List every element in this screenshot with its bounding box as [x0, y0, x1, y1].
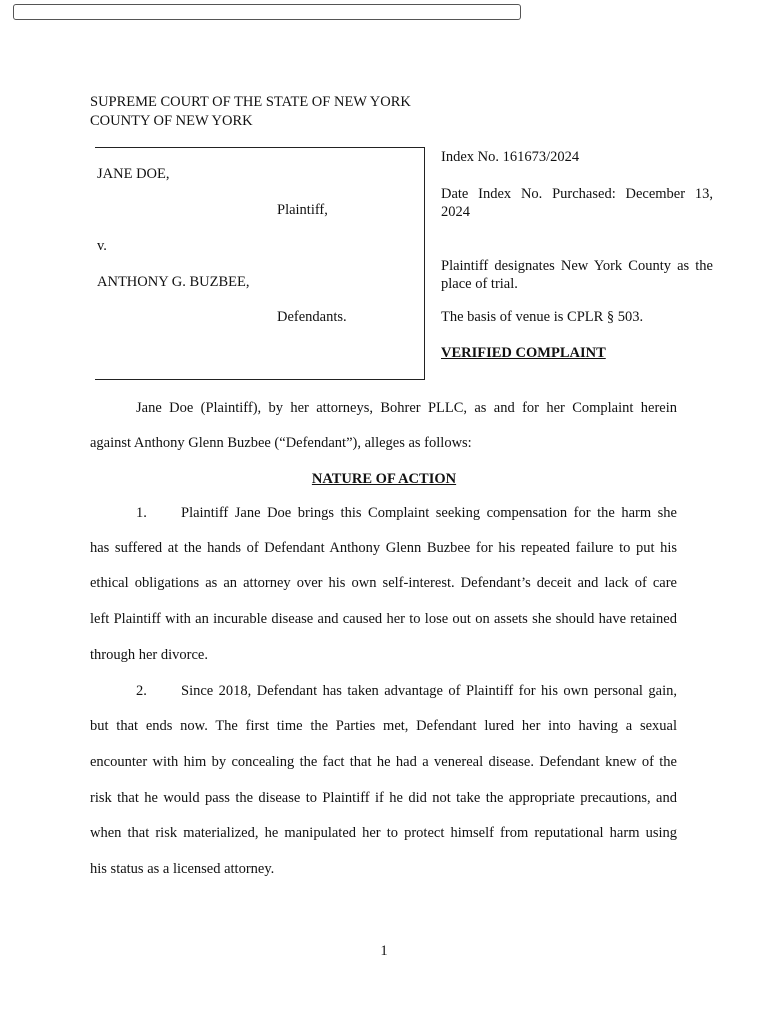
paragraph-2-line-2: but that ends now. The first time the Parties met, Defendant lured her into having a sexual [90, 718, 677, 734]
paragraph-2-line-1: Since 2018, Defendant has taken advantage of Plaintiff for his own personal gain, [181, 683, 677, 699]
plaintiff-name: JANE DOE, [97, 166, 170, 182]
paragraph-2-line-6: his status as a licensed attorney. [90, 861, 275, 877]
venue-designation-line-2: place of trial. [441, 276, 518, 292]
venue-basis: The basis of venue is CPLR § 503. [441, 309, 644, 325]
paragraph-1-line-2: has suffered at the hands of Defendant Anthony Glenn Buzbee for his repeated failure to put his [90, 540, 677, 556]
date-purchased-line-2: 2024 [441, 204, 470, 220]
paragraph-2-number: 2. [136, 683, 147, 699]
date-purchased-line-1: Date Index No. Purchased: December 13, [441, 186, 713, 202]
defendant-role: Defendants. [277, 309, 347, 325]
court-name: SUPREME COURT OF THE STATE OF NEW YORK [90, 94, 411, 110]
paragraph-2-line-5: when that risk materialized, he manipulated her to protect himself from reputational harm using [90, 825, 677, 841]
paragraph-1-line-5: through her divorce. [90, 647, 208, 663]
paragraph-1-number: 1. [136, 505, 147, 521]
paragraph-2-line-3: encounter with him by concealing the fact that he had a venereal disease. Defendant knew of the [90, 754, 677, 770]
paragraph-2-line-4: risk that he would pass the disease to Plaintiff if he did not take the appropriate precautions, and [90, 790, 677, 806]
county-name: COUNTY OF NEW YORK [90, 113, 253, 129]
plaintiff-role: Plaintiff, [277, 202, 328, 218]
page-number: 1 [380, 943, 388, 959]
date-index-purchased [441, 185, 713, 221]
venue-designation-line-1: Plaintiff designates New York County as the [441, 258, 713, 274]
top-toolbar-frame [13, 4, 521, 20]
intro-line-2: against Anthony Glenn Buzbee (“Defendant”), alleges as follows: [90, 435, 472, 451]
section-heading: NATURE OF ACTION [311, 471, 457, 487]
venue-designation [441, 257, 713, 293]
paragraph-1-line-3: ethical obligations as an attorney over his own self-interest. Defendant’s deceit and lack of care [90, 575, 677, 591]
paragraph-1-line-4: left Plaintiff with an incurable disease and caused her to lose out on assets she should have retained [90, 611, 677, 627]
defendant-name: ANTHONY G. BUZBEE, [97, 274, 250, 290]
intro-line-1: Jane Doe (Plaintiff), by her attorneys, Bohrer PLLC, as and for her Complaint herein [136, 400, 677, 416]
paragraph-1-line-1: Plaintiff Jane Doe brings this Complaint seeking compensation for the harm she [181, 505, 677, 521]
court-header [90, 93, 411, 131]
document-title: VERIFIED COMPLAINT [441, 345, 606, 361]
versus: v. [97, 238, 107, 254]
index-number: Index No. 161673/2024 [441, 149, 580, 165]
